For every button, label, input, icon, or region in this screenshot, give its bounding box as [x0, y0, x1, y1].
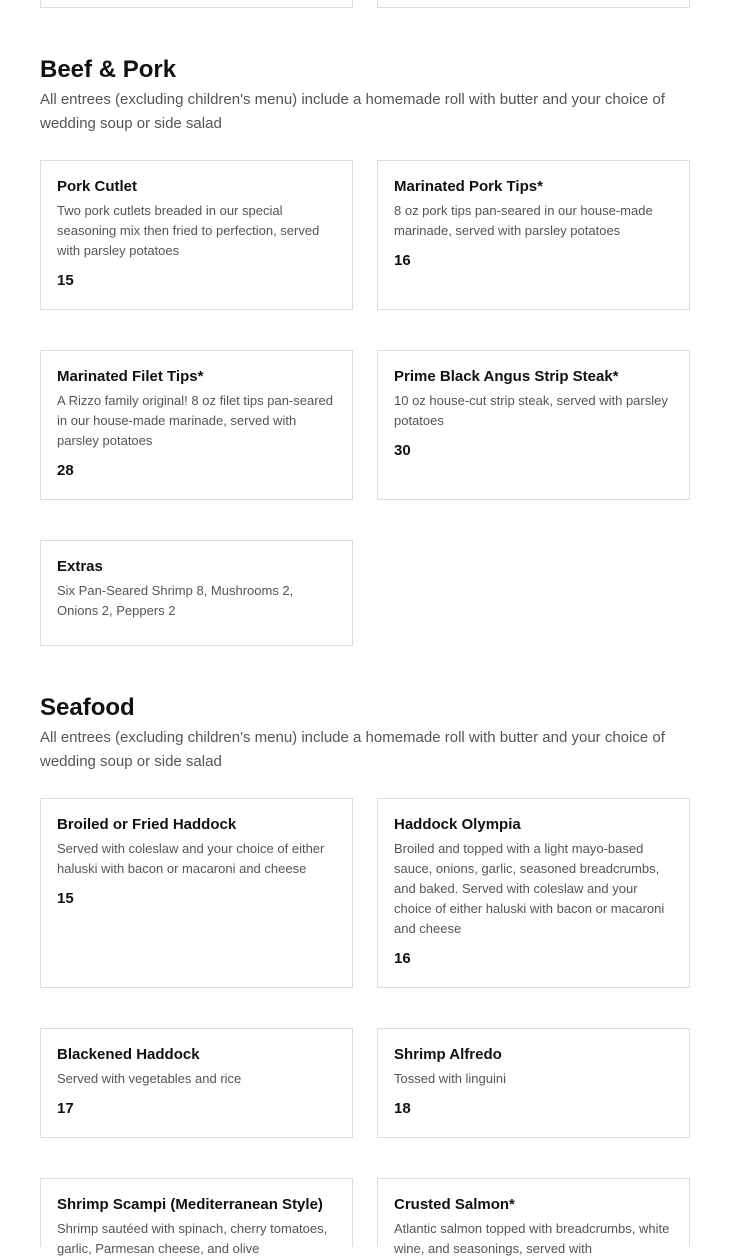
menu-item-shrimp-alfredo	[377, 1028, 690, 1138]
menu-item-strip-steak	[377, 350, 690, 500]
item-name: Prime Black Angus Strip Steak*	[394, 368, 619, 385]
item-name: Extras	[57, 558, 103, 575]
menu-item-marinated-filet-tips	[40, 350, 353, 500]
item-price: 16	[394, 950, 411, 967]
item-name: Shrimp Alfredo	[394, 1046, 502, 1063]
item-price: 28	[57, 462, 74, 479]
section-title-beef-pork: Beef & Pork	[40, 56, 177, 83]
item-name: Broiled or Fried Haddock	[57, 816, 237, 833]
item-price: 15	[57, 890, 74, 907]
item-name: Blackened Haddock	[57, 1046, 200, 1063]
item-price: 30	[394, 442, 411, 459]
item-description: Broiled and topped with a light mayo-based sauce, onions, garlic, seasoned breadcrumbs, and baked. Served with coleslaw and your choice of either haluski with bacon or macaroni and cheese	[394, 841, 665, 936]
item-price: 18	[394, 1100, 411, 1117]
menu-card	[377, 0, 690, 8]
item-description: Atlantic salmon topped with breadcrumbs, white wine, and seasonings, served with	[394, 1221, 670, 1256]
menu-item-crusted-salmon	[377, 1178, 690, 1256]
item-description: Two pork cutlets breaded in our special seasoning mix then fried to perfection, served with parsley potatoes	[57, 203, 320, 258]
item-description: Served with vegetables and rice	[57, 1071, 242, 1086]
item-price: 15	[57, 272, 74, 289]
section-title-seafood: Seafood	[40, 694, 135, 721]
item-price: 16	[394, 252, 411, 269]
item-name: Marinated Pork Tips*	[394, 178, 543, 195]
item-description: Shrimp sautéed with spinach, cherry tomatoes, garlic, Parmesan cheese, and olive	[57, 1221, 328, 1256]
section-subtitle: All entrees (excluding children's menu) include a homemade roll with butter and your choice of wedding soup or side salad	[40, 729, 665, 770]
item-name: Pork Cutlet	[57, 178, 138, 195]
item-description: Served with coleslaw and your choice of either haluski with bacon or macaroni and cheese	[57, 841, 325, 876]
item-description: 10 oz house-cut strip steak, served with parsley potatoes	[394, 393, 668, 428]
menu-item-marinated-pork-tips	[377, 160, 690, 310]
item-name: Shrimp Scampi (Mediterranean Style)	[57, 1196, 323, 1213]
item-description: Six Pan-Seared Shrimp 8, Mushrooms 2, Onions 2, Peppers 2	[57, 583, 294, 618]
section-subtitle: All entrees (excluding children's menu) include a homemade roll with butter and your choice of wedding soup or side salad	[40, 91, 665, 132]
menu-item-blackened-haddock	[40, 1028, 353, 1138]
menu-item-broiled-fried-haddock	[40, 798, 353, 988]
item-name: Marinated Filet Tips*	[57, 368, 204, 385]
menu-item-haddock-olympia	[377, 798, 690, 988]
menu-item-shrimp-scampi	[40, 1178, 353, 1256]
menu-item-extras	[40, 540, 353, 646]
item-name: Haddock Olympia	[394, 816, 521, 833]
item-description: Tossed with linguini	[394, 1071, 507, 1086]
item-description: A Rizzo family original! 8 oz filet tips pan-seared in our house-made marinade, served with parsley potatoes	[57, 393, 334, 448]
item-price: 17	[57, 1100, 74, 1117]
menu-card	[40, 0, 353, 8]
menu-item-pork-cutlet	[40, 160, 353, 310]
item-name: Crusted Salmon*	[394, 1196, 515, 1213]
item-description: 8 oz pork tips pan-seared in our house-made marinade, served with parsley potatoes	[394, 203, 653, 238]
